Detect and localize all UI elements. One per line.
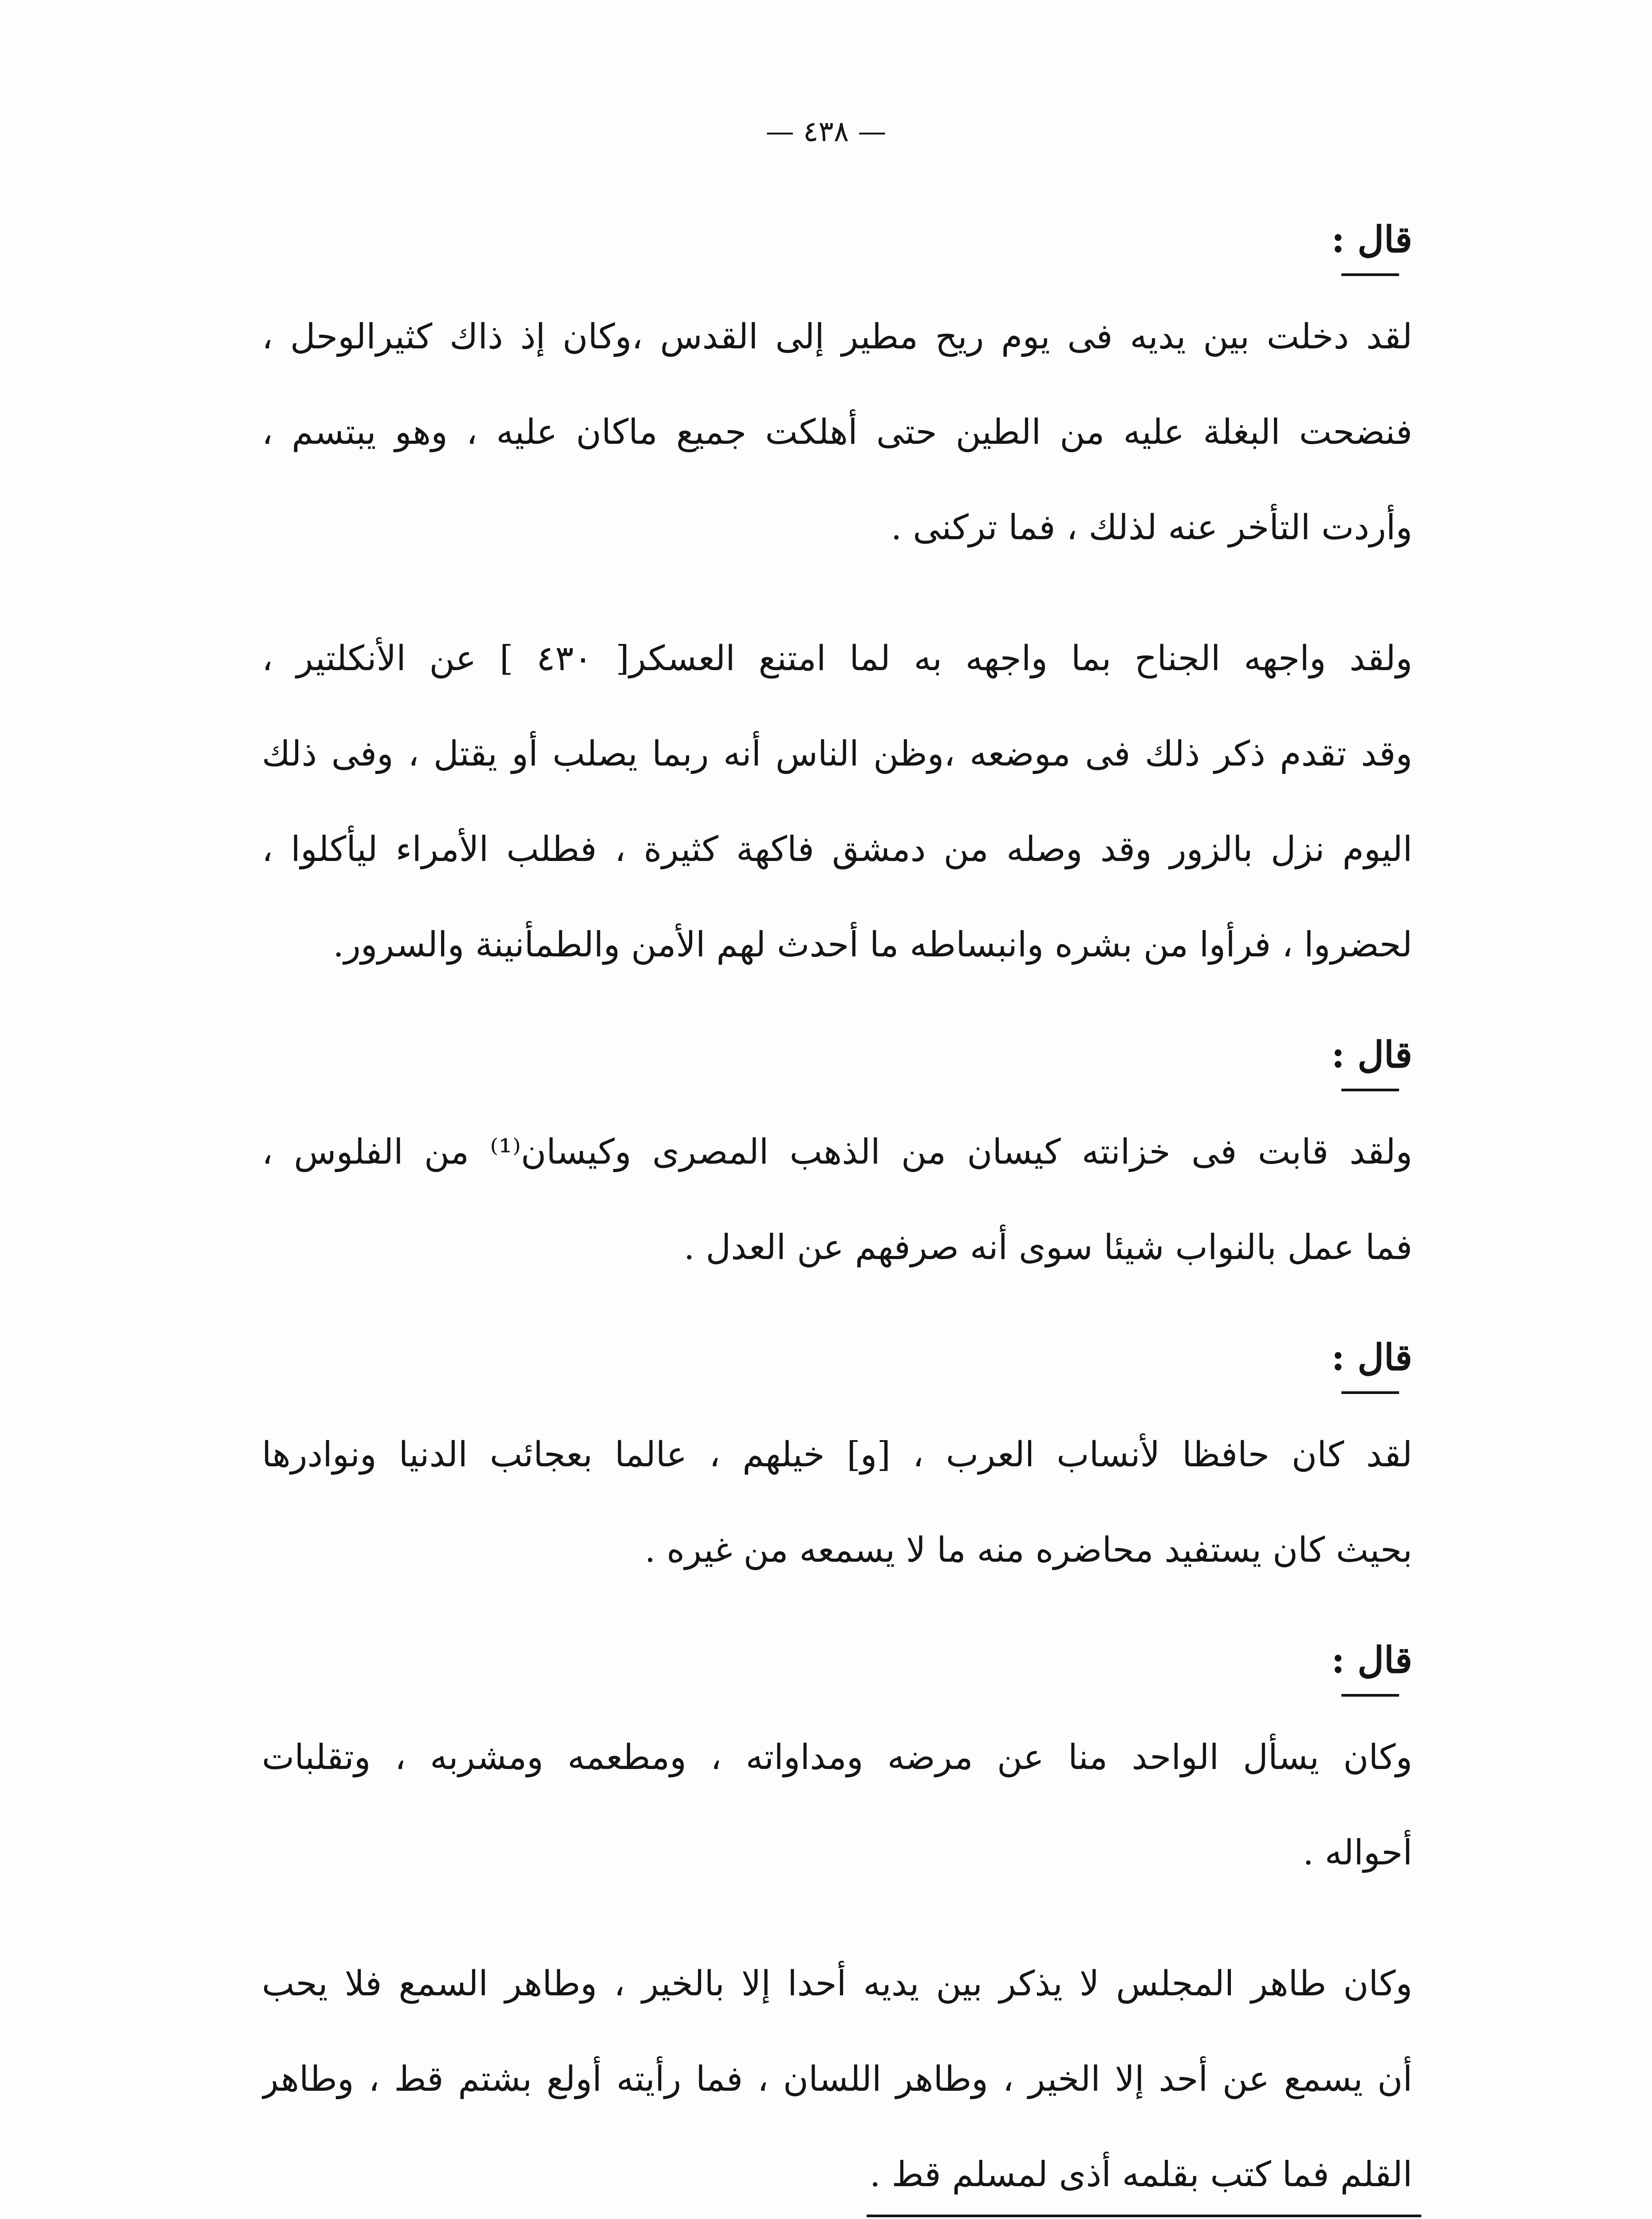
paragraph (262, 1105, 1412, 1295)
section-heading (1331, 1331, 1412, 1394)
text-line: فما عمل بالنواب شيئا سوى أنه صرفهم عن العدل . (683, 1228, 1412, 1267)
paragraph (262, 1936, 1412, 2219)
section-1 (262, 213, 1412, 993)
section-heading (1331, 1028, 1412, 1091)
section-2 (262, 1028, 1412, 1295)
paragraph (262, 611, 1412, 993)
text-line: لقد كان حافظا لأنساب العرب ، [و] خيلهم ، عالما بعجائب الدنيا ونوادرها (262, 1435, 1412, 1475)
heading-text: قال : (1331, 1639, 1412, 1682)
heading-text: قال : (1331, 218, 1412, 261)
text-line: وأردت التأخر عنه لذلك ، فما تركنى . (891, 508, 1412, 548)
heading-text: قال : (1331, 1034, 1412, 1076)
text-line: وكان يسأل الواحد منا عن مرضه ومداواته ، ومطعمه ومشربه ، وتقلبات (262, 1737, 1412, 1777)
heading-underline (1341, 1694, 1399, 1697)
text-line: اليوم نزل بالزور وقد وصله من دمشق فاكهة كثيرة ، فطلب الأمراء ليأكلوا ، (262, 829, 1412, 869)
paragraph (262, 289, 1412, 576)
heading-underline (1341, 1391, 1399, 1394)
section-heading (1331, 1634, 1412, 1697)
text-line: ولقد قابت فى خزانته كيسان من الذهب المصرى وكيسان⁽¹⁾ من الفلوس ، (262, 1132, 1412, 1172)
text-line: فنضحت البغلة عليه من الطين حتى أهلكت جميع ماكان عليه ، وهو يبتسم ، (262, 412, 1412, 452)
text-line: لحضروا ، فرأوا من بشره وانبساطه ما أحدث لهم الأمن والطمأنينة والسرور. (333, 925, 1412, 965)
page-number: — ٤٣٨ — (765, 115, 887, 148)
section-3 (262, 1331, 1412, 1598)
text-line: بحيث كان يستفيد محاضره منه ما لا يسمعه من غيره . (644, 1530, 1412, 1570)
text-line: وقد تقدم ذكر ذلك فى موضعه ،وظن الناس أنه ربما يصلب أو يقتل ، وفى ذلك (262, 734, 1412, 774)
heading-underline (1341, 1089, 1399, 1091)
text-line: أحواله . (1302, 1833, 1412, 1873)
main-text (262, 213, 1412, 2219)
text-line: لقد دخلت بين يديه فى يوم ريح مطير إلى القدس ،وكان إذ ذاك كثيرالوحل ، (262, 317, 1412, 357)
text-line: ولقد واجهه الجناح بما واجهه به لما امتنع العسكر[ ٤٣٠ ] عن الأنكلتير ، (262, 639, 1412, 679)
text-line: القلم فما كتب بقلمه أذى لمسلم قط . (869, 2155, 1412, 2195)
paragraph (262, 1407, 1412, 1598)
text-line: وكان طاهر المجلس لا يذكر بين يديه أحدا إلا بالخير ، وطاهر السمع فلا يحب (262, 1964, 1412, 2004)
section-heading (1331, 213, 1412, 276)
paragraph (262, 1710, 1412, 1901)
section-4 (262, 1634, 1412, 2219)
footnote-separator (867, 2215, 1421, 2217)
text-line: أن يسمع عن أحد إلا الخير ، وطاهر اللسان ، فما رأيته أولع بشتم قط ، وطاهر (262, 2059, 1412, 2099)
heading-text: قال : (1331, 1336, 1412, 1379)
heading-underline (1341, 273, 1399, 276)
